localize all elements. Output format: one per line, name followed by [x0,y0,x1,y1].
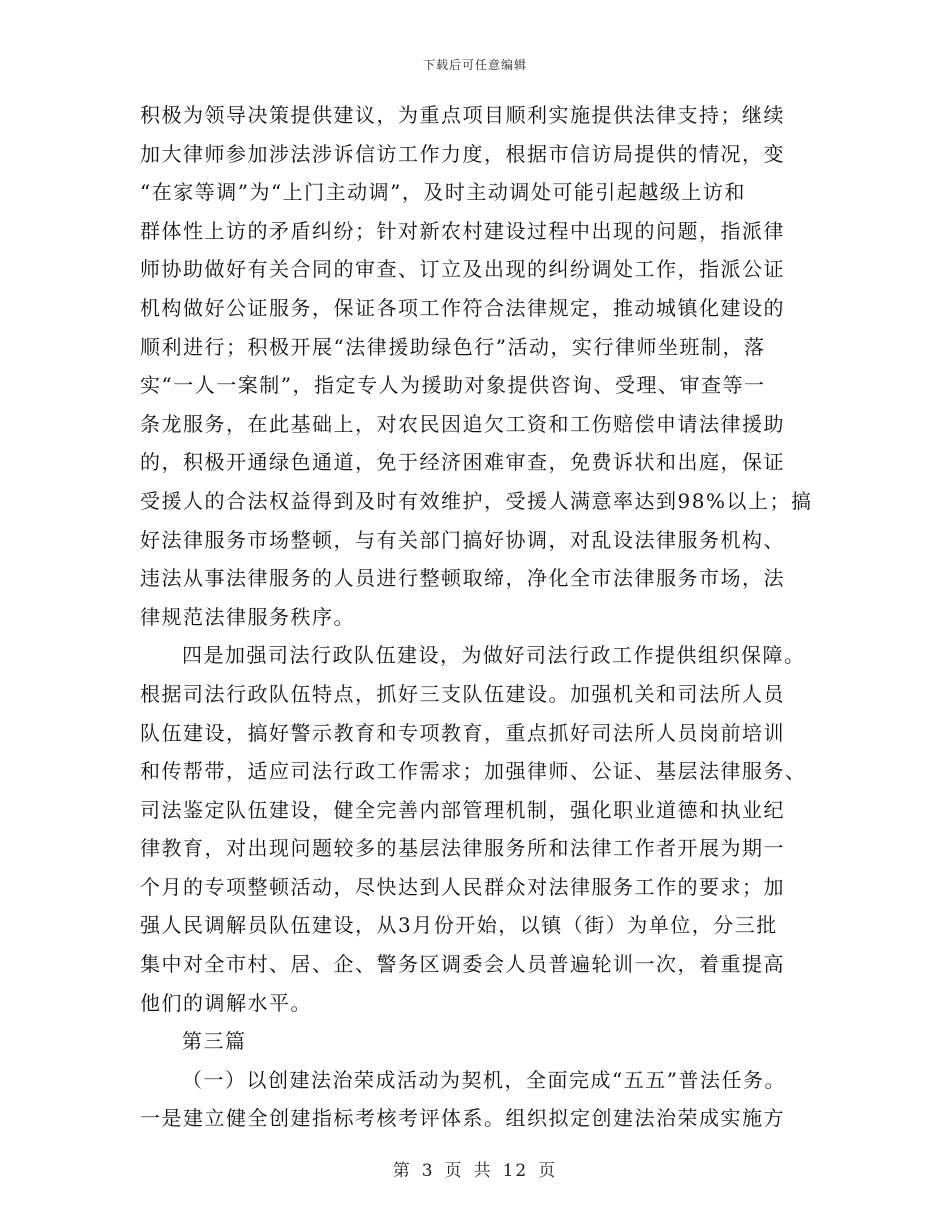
body-line: 和传帮带，适应司法行政工作需求；加强律师、公证、基层法律服务、 [140,759,807,784]
body-line: 条龙服务，在此基础上，对农民因追欠工资和工伤赔偿申请法律援助 [140,411,785,436]
body-line: 机构做好公证服务，保证各项工作符合法律规定，推动城镇化建设的 [140,295,785,320]
body-line: 集中对全市村、居、企、警务区调委会人员普遍轮训一次，着重提高 [140,952,785,977]
page-header: 下载后可任意编辑 [422,58,527,72]
body-line: 群体性上访的矛盾纠纷；针对新农村建设过程中出现的问题，指派律 [140,218,785,243]
body-line: 队伍建设，搞好警示教育和专项教育，重点抓好司法所人员岗前培训 [140,720,785,745]
body-line: 受援人的合法权益得到及时有效维护，受援人满意率达到98%以上；搞 [140,488,813,513]
body-line: 顺利进行；积极开展“法律援助绿色行”活动，实行律师坐班制，落 [140,334,766,359]
page-label-prefix: 第 [392,1161,412,1181]
body-line: “在家等调”为“上门主动调”，及时主动调处可能引起越级上访和 [140,180,746,205]
paragraph-start-line: 四是加强司法行政队伍建设，为做好司法行政工作提供组织保障。 [182,643,806,668]
body-line: 好法律服务市场整顿，与有关部门搞好协调，对乱设法律服务机构、 [140,527,785,552]
body-line: 积极为领导决策提供建议，为重点项目顺利实施提供法律支持；继续 [140,103,785,127]
body-line: 司法鉴定队伍建设，健全完善内部管理机制，强化职业道德和执业纪 [140,797,785,822]
body-line: 他们的调解水平。 [140,990,312,1015]
body-line: 律教育，对出现问题较多的基层法律服务所和法律工作者开展为期一 [140,836,785,861]
body-line: 师协助做好有关合同的审查、订立及出现的纠纷调处工作，指派公证 [140,257,785,282]
body-line: 个月的专项整顿活动，尽快达到人民群众对法律服务工作的要求；加 [140,874,785,899]
total-pages-number: 12 [502,1161,529,1181]
page-label-suffix: 页 [538,1161,558,1181]
page-label-mid1: 页 [444,1161,464,1181]
body-line: 一是建立健全创建指标考核考评体系。组织拟定创建法治荣成实施方 [140,1106,785,1131]
paragraph-start-line: （一）以创建法治荣成活动为契机，全面完成“五五”普法任务。 [182,1067,786,1092]
section-heading: 第三篇 [182,1029,247,1054]
page-label-mid2: 共 [473,1161,493,1181]
current-page-number: 3 [421,1161,435,1181]
page-number-footer [0,1156,950,1181]
body-line: 违法从事法律服务的人员进行整顿取缔，净化全市法律服务市场，法 [140,566,785,591]
body-line: 实“一人一案制”，指定专人为援助对象提供咨询、受理、审查等一 [140,373,766,398]
body-line: 律规范法律服务秩序。 [140,604,355,629]
body-line: 加大律师参加涉法涉诉信访工作力度，根据市信访局提供的情况，变 [140,141,785,166]
body-line: 的，积极开通绿色通道，免于经济困难审查，免费诉状和出庭，保证 [140,450,785,475]
document-body [140,96,820,1138]
body-line: 强人民调解员队伍建设，从3月份开始，以镇（街）为单位，分三批 [140,913,778,938]
body-line: 根据司法行政队伍特点，抓好三支队伍建设。加强机关和司法所人员 [140,681,785,706]
